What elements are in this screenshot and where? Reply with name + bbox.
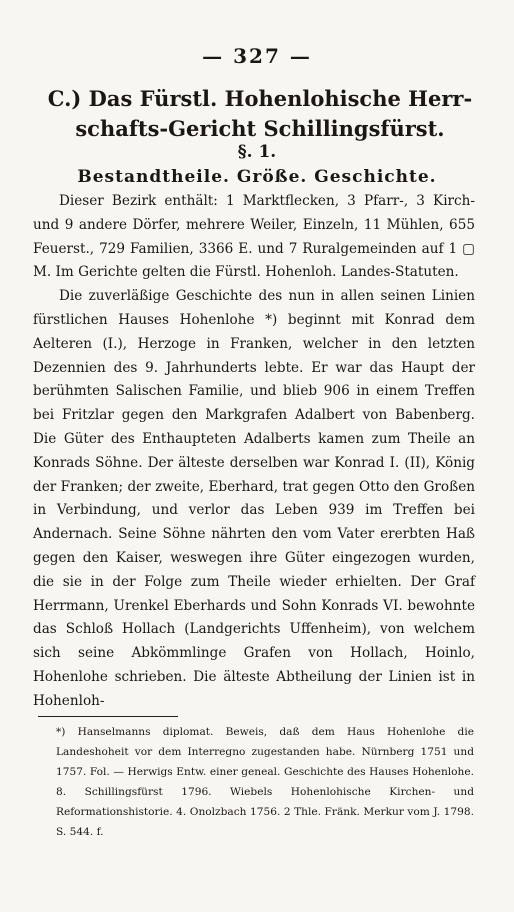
title-line-2: schafts-Gericht Schillingsfürst. [75, 116, 445, 141]
body-text [33, 190, 475, 714]
footnote: *) Hanselmanns diplomat. Beweis, daß dem Haus Hohenlohe die Landeshoheit vor dem Interregno zugestanden habe. Nürnberg 1751 und 1757. Fol. — Herwigs Entw. einer geneal. Geschichte des Hauses Hohenlohe. 8. Schillingsfürst 1796. Wiebels Hohenlohische Kirchen- und Reformationshistorie. 4. Onolzbach 1756. 2 Thle. Fränk. Merkur vom J. 1798. S. 544. f. [56, 726, 474, 838]
paragraph-1: Dieser Bezirk enthält: 1 Marktflecken, 3 Pfarr-, 3 Kirch- und 9 andere Dörfer, mehrere Weiler, Einzeln, 11 Mühlen, 655 Feuerst., 729 Familien, 3366 E. und 7 Ruralgemeinden auf 1 ▢ M. Im Gerichte gelten die Fürstl. Hohenloh. Landes-Statuten. [33, 193, 475, 281]
chapter-title [30, 84, 490, 144]
section-heading: Bestandtheile. Größe. Geschichte. [77, 167, 437, 187]
footnote-rule [38, 716, 178, 717]
paragraph-2: Die zuverläßige Geschichte des nun in allen seinen Linien fürstlichen Hauses Hohenlohe *) beginnt mit Konrad dem Aelteren (I.), Herzoge in Franken, welcher in den letzten Dezennien des 9. Jahrhunderts lebte. Er war das Haupt der berühmten Salischen Familie, und blieb 906 in einem Treffen bei Fritzlar gegen den Markgrafen Adalbert von Babenberg. Die Güter des Enthaupteten Adalberts kamen zum Theile an Konrads Söhne. Der älteste derselben war Konrad I. (II), König der Franken; der zweite, Eberhard, trat gegen Otto den Großen in Verbindung, und verlor das Leben 939 im Treffen bei Andernach. Seine Söhne nährten den vom Vater ererbten Haß gegen den Kaiser, weswegen ihre Güter eingezogen wurden, die sie in der Folge zum Theile wieder erhielten. Der Graf Herrmann, Urenkel Eberhards und Sohn Konrads VI. bewohnte das Schloß Hollach (Landgerichts Uffenheim), von welchem sich seine Abkömmlinge Grafen von Hollach, Hoinlo, Hohenlohe schrieben. Die älteste Abtheilung der Linien ist in Hohenloh- [33, 288, 475, 709]
section-number: §. 1. [237, 142, 277, 162]
page-number: — 327 — [202, 44, 312, 68]
title-line-1: C.) Das Fürstl. Hohenlohische Herr- [47, 86, 473, 111]
